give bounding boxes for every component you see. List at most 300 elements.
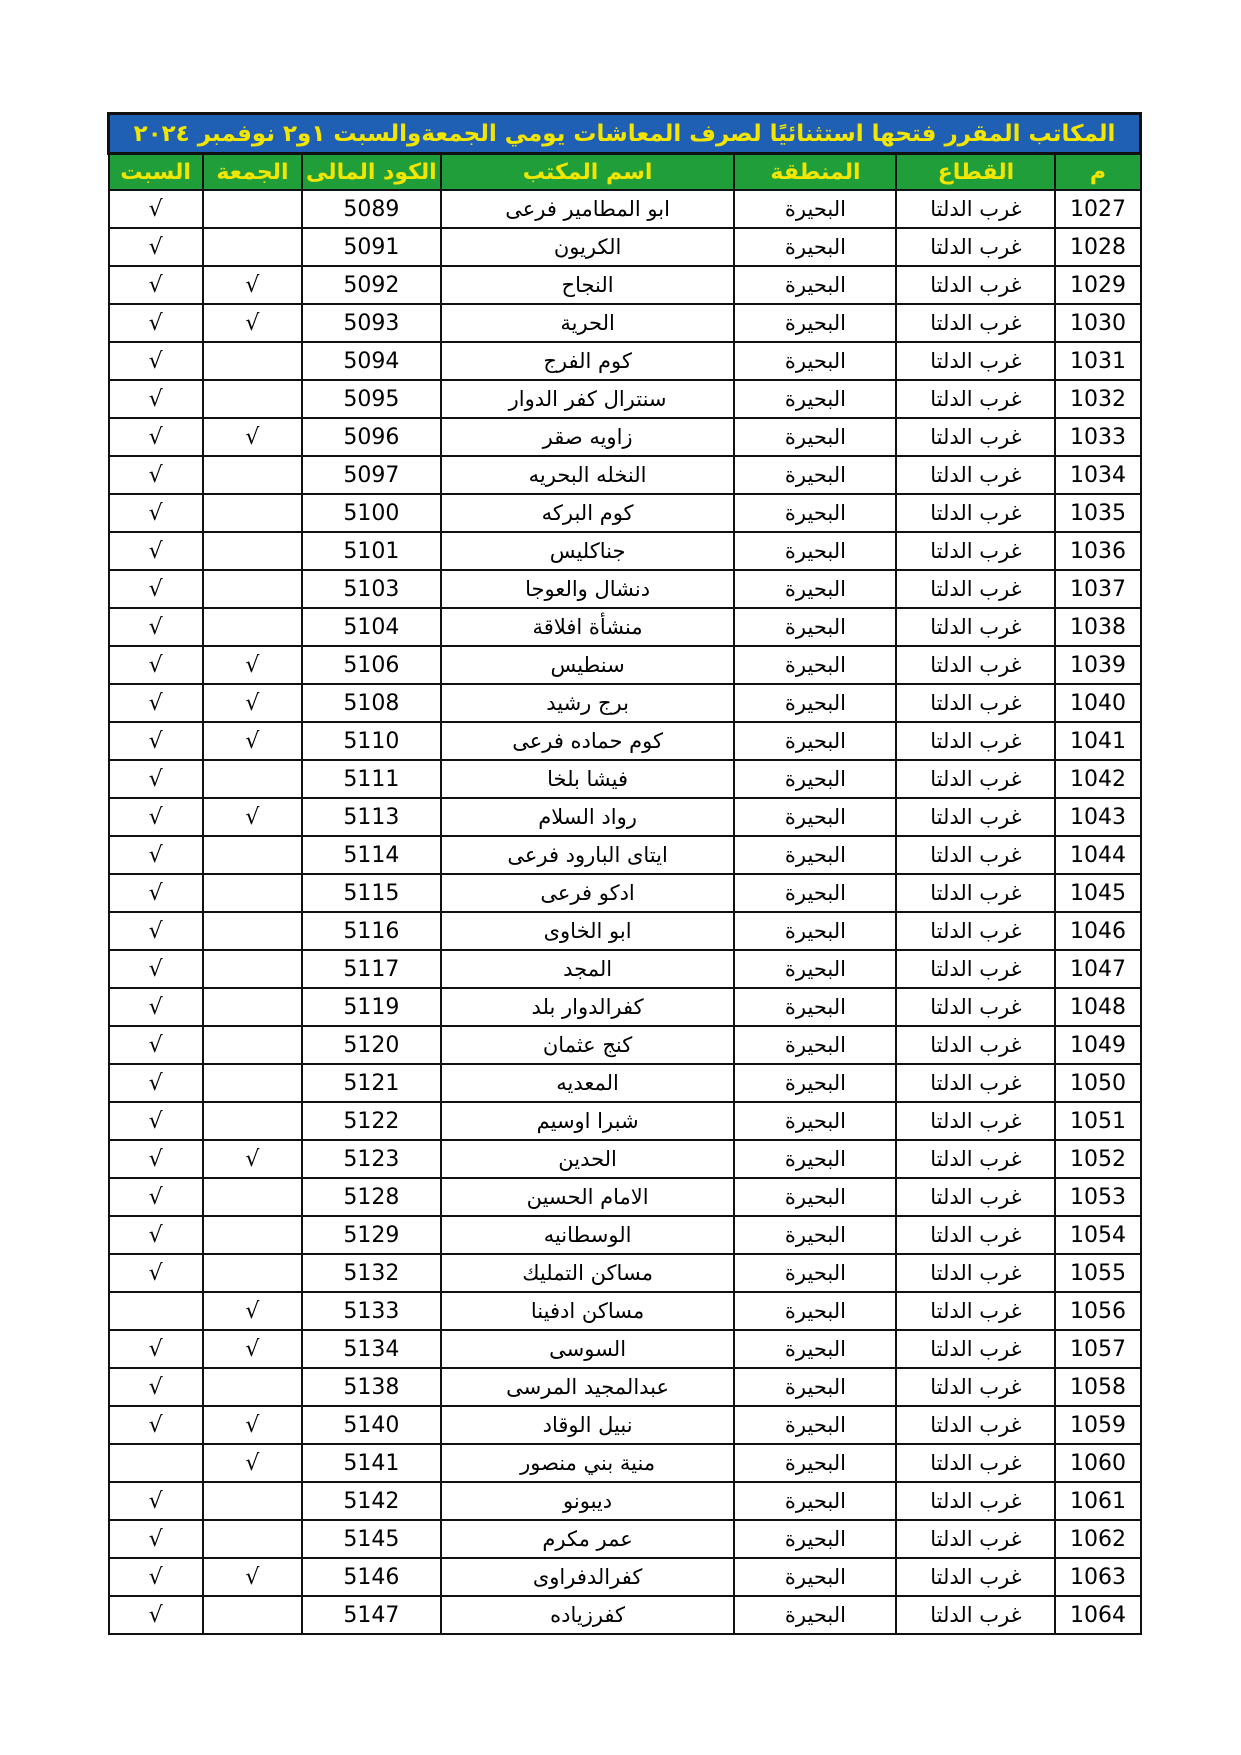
saturday-check-cell: √ bbox=[109, 988, 203, 1026]
row-number: 1063 bbox=[1055, 1558, 1140, 1596]
sector-cell: غرب الدلتا bbox=[896, 190, 1055, 228]
financial-code-cell: 5142 bbox=[302, 1482, 441, 1520]
row-number: 1039 bbox=[1055, 646, 1140, 684]
office-name-cell: الحرية bbox=[441, 304, 735, 342]
region-cell: البحيرة bbox=[734, 1596, 896, 1634]
header-sector: القطاع bbox=[896, 154, 1055, 191]
row-number: 1054 bbox=[1055, 1216, 1140, 1254]
table-row bbox=[109, 532, 1141, 570]
sector-cell: غرب الدلتا bbox=[896, 1026, 1055, 1064]
sector-cell: غرب الدلتا bbox=[896, 494, 1055, 532]
office-name-cell: نبيل الوقاد bbox=[441, 1406, 735, 1444]
financial-code-cell: 5106 bbox=[302, 646, 441, 684]
office-name-cell: سنترال كفر الدوار bbox=[441, 380, 735, 418]
region-cell: البحيرة bbox=[734, 1254, 896, 1292]
sector-cell: غرب الدلتا bbox=[896, 874, 1055, 912]
office-name-cell: ديبونو bbox=[441, 1482, 735, 1520]
table-row bbox=[109, 1368, 1141, 1406]
office-name-cell: جناكليس bbox=[441, 532, 735, 570]
saturday-check-cell: √ bbox=[109, 228, 203, 266]
financial-code-cell: 5145 bbox=[302, 1520, 441, 1558]
row-number: 1043 bbox=[1055, 798, 1140, 836]
row-number: 1038 bbox=[1055, 608, 1140, 646]
friday-check-cell bbox=[203, 1178, 302, 1216]
saturday-check-cell: √ bbox=[109, 1254, 203, 1292]
region-cell: البحيرة bbox=[734, 760, 896, 798]
region-cell: البحيرة bbox=[734, 1216, 896, 1254]
saturday-check-cell: √ bbox=[109, 342, 203, 380]
table-row bbox=[109, 1178, 1141, 1216]
sector-cell: غرب الدلتا bbox=[896, 1368, 1055, 1406]
region-cell: البحيرة bbox=[734, 950, 896, 988]
table-row bbox=[109, 760, 1141, 798]
sector-cell: غرب الدلتا bbox=[896, 228, 1055, 266]
friday-check-cell: √ bbox=[203, 1406, 302, 1444]
saturday-check-cell: √ bbox=[109, 798, 203, 836]
office-name-cell: منشأة افلاقة bbox=[441, 608, 735, 646]
sector-cell: غرب الدلتا bbox=[896, 646, 1055, 684]
office-name-cell: الوسطانيه bbox=[441, 1216, 735, 1254]
sector-cell: غرب الدلتا bbox=[896, 342, 1055, 380]
title-row bbox=[109, 114, 1141, 154]
region-cell: البحيرة bbox=[734, 228, 896, 266]
table-row bbox=[109, 418, 1141, 456]
saturday-check-cell: √ bbox=[109, 684, 203, 722]
table-row bbox=[109, 1026, 1141, 1064]
region-cell: البحيرة bbox=[734, 532, 896, 570]
saturday-check-cell: √ bbox=[109, 950, 203, 988]
row-number: 1040 bbox=[1055, 684, 1140, 722]
financial-code-cell: 5121 bbox=[302, 1064, 441, 1102]
region-cell: البحيرة bbox=[734, 608, 896, 646]
row-number: 1057 bbox=[1055, 1330, 1140, 1368]
saturday-check-cell: √ bbox=[109, 1406, 203, 1444]
region-cell: البحيرة bbox=[734, 1482, 896, 1520]
region-cell: البحيرة bbox=[734, 380, 896, 418]
row-number: 1058 bbox=[1055, 1368, 1140, 1406]
sector-cell: غرب الدلتا bbox=[896, 418, 1055, 456]
friday-check-cell bbox=[203, 494, 302, 532]
friday-check-cell bbox=[203, 1102, 302, 1140]
table-row bbox=[109, 1254, 1141, 1292]
region-cell: البحيرة bbox=[734, 684, 896, 722]
region-cell: البحيرة bbox=[734, 798, 896, 836]
financial-code-cell: 5108 bbox=[302, 684, 441, 722]
sector-cell: غرب الدلتا bbox=[896, 1596, 1055, 1634]
sector-cell: غرب الدلتا bbox=[896, 1064, 1055, 1102]
saturday-check-cell: √ bbox=[109, 1558, 203, 1596]
offices-table bbox=[107, 112, 1142, 1635]
table-row bbox=[109, 266, 1141, 304]
friday-check-cell: √ bbox=[203, 1292, 302, 1330]
row-number: 1046 bbox=[1055, 912, 1140, 950]
office-name-cell: كوم البركه bbox=[441, 494, 735, 532]
table-row bbox=[109, 190, 1141, 228]
friday-check-cell: √ bbox=[203, 1330, 302, 1368]
row-number: 1045 bbox=[1055, 874, 1140, 912]
office-name-cell: فيشا بلخا bbox=[441, 760, 735, 798]
row-number: 1030 bbox=[1055, 304, 1140, 342]
office-name-cell: برج رشيد bbox=[441, 684, 735, 722]
friday-check-cell bbox=[203, 836, 302, 874]
region-cell: البحيرة bbox=[734, 836, 896, 874]
financial-code-cell: 5117 bbox=[302, 950, 441, 988]
friday-check-cell bbox=[203, 342, 302, 380]
financial-code-cell: 5113 bbox=[302, 798, 441, 836]
sector-cell: غرب الدلتا bbox=[896, 1178, 1055, 1216]
office-name-cell: زاويه صقر bbox=[441, 418, 735, 456]
region-cell: البحيرة bbox=[734, 874, 896, 912]
financial-code-cell: 5120 bbox=[302, 1026, 441, 1064]
row-number: 1064 bbox=[1055, 1596, 1140, 1634]
row-number: 1042 bbox=[1055, 760, 1140, 798]
row-number: 1050 bbox=[1055, 1064, 1140, 1102]
financial-code-cell: 5115 bbox=[302, 874, 441, 912]
saturday-check-cell: √ bbox=[109, 1520, 203, 1558]
office-name-cell: عبدالمجيد المرسى bbox=[441, 1368, 735, 1406]
sector-cell: غرب الدلتا bbox=[896, 684, 1055, 722]
sector-cell: غرب الدلتا bbox=[896, 304, 1055, 342]
saturday-check-cell: √ bbox=[109, 1482, 203, 1520]
friday-check-cell bbox=[203, 456, 302, 494]
table-row bbox=[109, 912, 1141, 950]
header-m: م bbox=[1055, 154, 1140, 191]
region-cell: البحيرة bbox=[734, 1026, 896, 1064]
table-row bbox=[109, 874, 1141, 912]
pension-offices-sheet bbox=[107, 112, 1142, 1635]
header-office: اسم المكتب bbox=[441, 154, 735, 191]
sector-cell: غرب الدلتا bbox=[896, 1444, 1055, 1482]
row-number: 1048 bbox=[1055, 988, 1140, 1026]
region-cell: البحيرة bbox=[734, 1444, 896, 1482]
sector-cell: غرب الدلتا bbox=[896, 798, 1055, 836]
sector-cell: غرب الدلتا bbox=[896, 1292, 1055, 1330]
office-name-cell: الحدين bbox=[441, 1140, 735, 1178]
sector-cell: غرب الدلتا bbox=[896, 1482, 1055, 1520]
region-cell: البحيرة bbox=[734, 646, 896, 684]
row-number: 1031 bbox=[1055, 342, 1140, 380]
table-body bbox=[109, 190, 1141, 1634]
office-name-cell: شبرا اوسيم bbox=[441, 1102, 735, 1140]
saturday-check-cell: √ bbox=[109, 1178, 203, 1216]
office-name-cell: كوم الفرج bbox=[441, 342, 735, 380]
row-number: 1027 bbox=[1055, 190, 1140, 228]
friday-check-cell bbox=[203, 228, 302, 266]
row-number: 1049 bbox=[1055, 1026, 1140, 1064]
saturday-check-cell: √ bbox=[109, 608, 203, 646]
saturday-check-cell: √ bbox=[109, 1140, 203, 1178]
saturday-check-cell bbox=[109, 1292, 203, 1330]
table-row bbox=[109, 494, 1141, 532]
header-code: الكود المالى bbox=[302, 154, 441, 191]
saturday-check-cell bbox=[109, 1444, 203, 1482]
saturday-check-cell: √ bbox=[109, 266, 203, 304]
region-cell: البحيرة bbox=[734, 418, 896, 456]
office-name-cell: النجاح bbox=[441, 266, 735, 304]
office-name-cell: المعديه bbox=[441, 1064, 735, 1102]
header-region: المنطقة bbox=[734, 154, 896, 191]
table-row bbox=[109, 1140, 1141, 1178]
financial-code-cell: 5128 bbox=[302, 1178, 441, 1216]
financial-code-cell: 5101 bbox=[302, 532, 441, 570]
saturday-check-cell: √ bbox=[109, 532, 203, 570]
sector-cell: غرب الدلتا bbox=[896, 1102, 1055, 1140]
financial-code-cell: 5123 bbox=[302, 1140, 441, 1178]
table-row bbox=[109, 1558, 1141, 1596]
table-row bbox=[109, 380, 1141, 418]
friday-check-cell: √ bbox=[203, 798, 302, 836]
financial-code-cell: 5092 bbox=[302, 266, 441, 304]
table-row bbox=[109, 304, 1141, 342]
financial-code-cell: 5129 bbox=[302, 1216, 441, 1254]
friday-check-cell: √ bbox=[203, 1558, 302, 1596]
office-name-cell: رواد السلام bbox=[441, 798, 735, 836]
saturday-check-cell: √ bbox=[109, 1064, 203, 1102]
table-row bbox=[109, 1064, 1141, 1102]
friday-check-cell bbox=[203, 1216, 302, 1254]
friday-check-cell: √ bbox=[203, 418, 302, 456]
sector-cell: غرب الدلتا bbox=[896, 380, 1055, 418]
sector-cell: غرب الدلتا bbox=[896, 1406, 1055, 1444]
financial-code-cell: 5141 bbox=[302, 1444, 441, 1482]
office-name-cell: المجد bbox=[441, 950, 735, 988]
region-cell: البحيرة bbox=[734, 190, 896, 228]
financial-code-cell: 5138 bbox=[302, 1368, 441, 1406]
region-cell: البحيرة bbox=[734, 912, 896, 950]
office-name-cell: كفرزياده bbox=[441, 1596, 735, 1634]
financial-code-cell: 5122 bbox=[302, 1102, 441, 1140]
table-row bbox=[109, 1596, 1141, 1634]
row-number: 1059 bbox=[1055, 1406, 1140, 1444]
sector-cell: غرب الدلتا bbox=[896, 532, 1055, 570]
sector-cell: غرب الدلتا bbox=[896, 760, 1055, 798]
region-cell: البحيرة bbox=[734, 1406, 896, 1444]
region-cell: البحيرة bbox=[734, 1368, 896, 1406]
sector-cell: غرب الدلتا bbox=[896, 1254, 1055, 1292]
financial-code-cell: 5097 bbox=[302, 456, 441, 494]
friday-check-cell bbox=[203, 988, 302, 1026]
friday-check-cell bbox=[203, 1482, 302, 1520]
office-name-cell: ابو الخاوى bbox=[441, 912, 735, 950]
table-row bbox=[109, 1216, 1141, 1254]
financial-code-cell: 5119 bbox=[302, 988, 441, 1026]
row-number: 1051 bbox=[1055, 1102, 1140, 1140]
saturday-check-cell: √ bbox=[109, 380, 203, 418]
row-number: 1035 bbox=[1055, 494, 1140, 532]
friday-check-cell bbox=[203, 1254, 302, 1292]
row-number: 1029 bbox=[1055, 266, 1140, 304]
office-name-cell: سنطيس bbox=[441, 646, 735, 684]
financial-code-cell: 5133 bbox=[302, 1292, 441, 1330]
office-name-cell: ايتاى البارود فرعى bbox=[441, 836, 735, 874]
region-cell: البحيرة bbox=[734, 722, 896, 760]
friday-check-cell bbox=[203, 190, 302, 228]
saturday-check-cell: √ bbox=[109, 570, 203, 608]
row-number: 1036 bbox=[1055, 532, 1140, 570]
financial-code-cell: 5104 bbox=[302, 608, 441, 646]
friday-check-cell bbox=[203, 608, 302, 646]
region-cell: البحيرة bbox=[734, 1140, 896, 1178]
financial-code-cell: 5095 bbox=[302, 380, 441, 418]
office-name-cell: مساكن التمليك bbox=[441, 1254, 735, 1292]
row-number: 1052 bbox=[1055, 1140, 1140, 1178]
financial-code-cell: 5134 bbox=[302, 1330, 441, 1368]
friday-check-cell: √ bbox=[203, 684, 302, 722]
sector-cell: غرب الدلتا bbox=[896, 456, 1055, 494]
saturday-check-cell: √ bbox=[109, 1368, 203, 1406]
table-row bbox=[109, 646, 1141, 684]
office-name-cell: دنشال والعوجا bbox=[441, 570, 735, 608]
table-row bbox=[109, 1444, 1141, 1482]
header-row bbox=[109, 154, 1141, 191]
financial-code-cell: 5114 bbox=[302, 836, 441, 874]
table-title: المكاتب المقرر فتحها استثنائيًا لصرف المعاشات يومي الجمعةوالسبت ١و٢ نوفمبر ٢٠٢٤ bbox=[109, 114, 1141, 154]
table-row bbox=[109, 798, 1141, 836]
sector-cell: غرب الدلتا bbox=[896, 722, 1055, 760]
friday-check-cell bbox=[203, 912, 302, 950]
financial-code-cell: 5111 bbox=[302, 760, 441, 798]
region-cell: البحيرة bbox=[734, 266, 896, 304]
sector-cell: غرب الدلتا bbox=[896, 950, 1055, 988]
row-number: 1028 bbox=[1055, 228, 1140, 266]
saturday-check-cell: √ bbox=[109, 304, 203, 342]
saturday-check-cell: √ bbox=[109, 190, 203, 228]
friday-check-cell bbox=[203, 1064, 302, 1102]
financial-code-cell: 5096 bbox=[302, 418, 441, 456]
table-row bbox=[109, 722, 1141, 760]
sector-cell: غرب الدلتا bbox=[896, 836, 1055, 874]
office-name-cell: السوسى bbox=[441, 1330, 735, 1368]
friday-check-cell: √ bbox=[203, 1444, 302, 1482]
saturday-check-cell: √ bbox=[109, 912, 203, 950]
region-cell: البحيرة bbox=[734, 494, 896, 532]
financial-code-cell: 5110 bbox=[302, 722, 441, 760]
friday-check-cell bbox=[203, 1026, 302, 1064]
table-row bbox=[109, 228, 1141, 266]
saturday-check-cell: √ bbox=[109, 646, 203, 684]
row-number: 1062 bbox=[1055, 1520, 1140, 1558]
sector-cell: غرب الدلتا bbox=[896, 266, 1055, 304]
friday-check-cell bbox=[203, 1368, 302, 1406]
table-row bbox=[109, 950, 1141, 988]
friday-check-cell: √ bbox=[203, 646, 302, 684]
saturday-check-cell: √ bbox=[109, 494, 203, 532]
sector-cell: غرب الدلتا bbox=[896, 1520, 1055, 1558]
table-row bbox=[109, 1330, 1141, 1368]
table-row bbox=[109, 342, 1141, 380]
office-name-cell: الامام الحسين bbox=[441, 1178, 735, 1216]
friday-check-cell bbox=[203, 570, 302, 608]
table-row bbox=[109, 456, 1141, 494]
saturday-check-cell: √ bbox=[109, 418, 203, 456]
sector-cell: غرب الدلتا bbox=[896, 1558, 1055, 1596]
financial-code-cell: 5140 bbox=[302, 1406, 441, 1444]
saturday-check-cell: √ bbox=[109, 1026, 203, 1064]
row-number: 1061 bbox=[1055, 1482, 1140, 1520]
table-row bbox=[109, 1292, 1141, 1330]
financial-code-cell: 5103 bbox=[302, 570, 441, 608]
friday-check-cell bbox=[203, 1596, 302, 1634]
row-number: 1047 bbox=[1055, 950, 1140, 988]
friday-check-cell bbox=[203, 380, 302, 418]
table-row bbox=[109, 1482, 1141, 1520]
region-cell: البحيرة bbox=[734, 1330, 896, 1368]
office-name-cell: كفرالدفراوى bbox=[441, 1558, 735, 1596]
office-name-cell: كفرالدوار بلد bbox=[441, 988, 735, 1026]
office-name-cell: مساكن ادفينا bbox=[441, 1292, 735, 1330]
office-name-cell: النخله البحريه bbox=[441, 456, 735, 494]
financial-code-cell: 5093 bbox=[302, 304, 441, 342]
row-number: 1037 bbox=[1055, 570, 1140, 608]
saturday-check-cell: √ bbox=[109, 1596, 203, 1634]
friday-check-cell: √ bbox=[203, 722, 302, 760]
friday-check-cell bbox=[203, 874, 302, 912]
row-number: 1053 bbox=[1055, 1178, 1140, 1216]
table-row bbox=[109, 836, 1141, 874]
sector-cell: غرب الدلتا bbox=[896, 988, 1055, 1026]
region-cell: البحيرة bbox=[734, 456, 896, 494]
saturday-check-cell: √ bbox=[109, 1330, 203, 1368]
row-number: 1033 bbox=[1055, 418, 1140, 456]
friday-check-cell: √ bbox=[203, 304, 302, 342]
sector-cell: غرب الدلتا bbox=[896, 1216, 1055, 1254]
row-number: 1056 bbox=[1055, 1292, 1140, 1330]
friday-check-cell bbox=[203, 1520, 302, 1558]
friday-check-cell bbox=[203, 760, 302, 798]
financial-code-cell: 5094 bbox=[302, 342, 441, 380]
financial-code-cell: 5132 bbox=[302, 1254, 441, 1292]
saturday-check-cell: √ bbox=[109, 1216, 203, 1254]
office-name-cell: عمر مكرم bbox=[441, 1520, 735, 1558]
table-row bbox=[109, 988, 1141, 1026]
friday-check-cell: √ bbox=[203, 266, 302, 304]
office-name-cell: منية بني منصور bbox=[441, 1444, 735, 1482]
region-cell: البحيرة bbox=[734, 1520, 896, 1558]
sector-cell: غرب الدلتا bbox=[896, 912, 1055, 950]
region-cell: البحيرة bbox=[734, 570, 896, 608]
region-cell: البحيرة bbox=[734, 304, 896, 342]
row-number: 1041 bbox=[1055, 722, 1140, 760]
sector-cell: غرب الدلتا bbox=[896, 1140, 1055, 1178]
saturday-check-cell: √ bbox=[109, 760, 203, 798]
saturday-check-cell: √ bbox=[109, 1102, 203, 1140]
office-name-cell: كوم حماده فرعى bbox=[441, 722, 735, 760]
sector-cell: غرب الدلتا bbox=[896, 570, 1055, 608]
financial-code-cell: 5089 bbox=[302, 190, 441, 228]
header-friday: الجمعة bbox=[203, 154, 302, 191]
table-row bbox=[109, 1520, 1141, 1558]
financial-code-cell: 5116 bbox=[302, 912, 441, 950]
sector-cell: غرب الدلتا bbox=[896, 608, 1055, 646]
saturday-check-cell: √ bbox=[109, 874, 203, 912]
row-number: 1044 bbox=[1055, 836, 1140, 874]
table-row bbox=[109, 1102, 1141, 1140]
row-number: 1032 bbox=[1055, 380, 1140, 418]
row-number: 1060 bbox=[1055, 1444, 1140, 1482]
table-row bbox=[109, 1406, 1141, 1444]
friday-check-cell bbox=[203, 532, 302, 570]
financial-code-cell: 5100 bbox=[302, 494, 441, 532]
region-cell: البحيرة bbox=[734, 1102, 896, 1140]
row-number: 1034 bbox=[1055, 456, 1140, 494]
friday-check-cell bbox=[203, 950, 302, 988]
financial-code-cell: 5146 bbox=[302, 1558, 441, 1596]
region-cell: البحيرة bbox=[734, 988, 896, 1026]
saturday-check-cell: √ bbox=[109, 836, 203, 874]
row-number: 1055 bbox=[1055, 1254, 1140, 1292]
saturday-check-cell: √ bbox=[109, 722, 203, 760]
saturday-check-cell: √ bbox=[109, 456, 203, 494]
